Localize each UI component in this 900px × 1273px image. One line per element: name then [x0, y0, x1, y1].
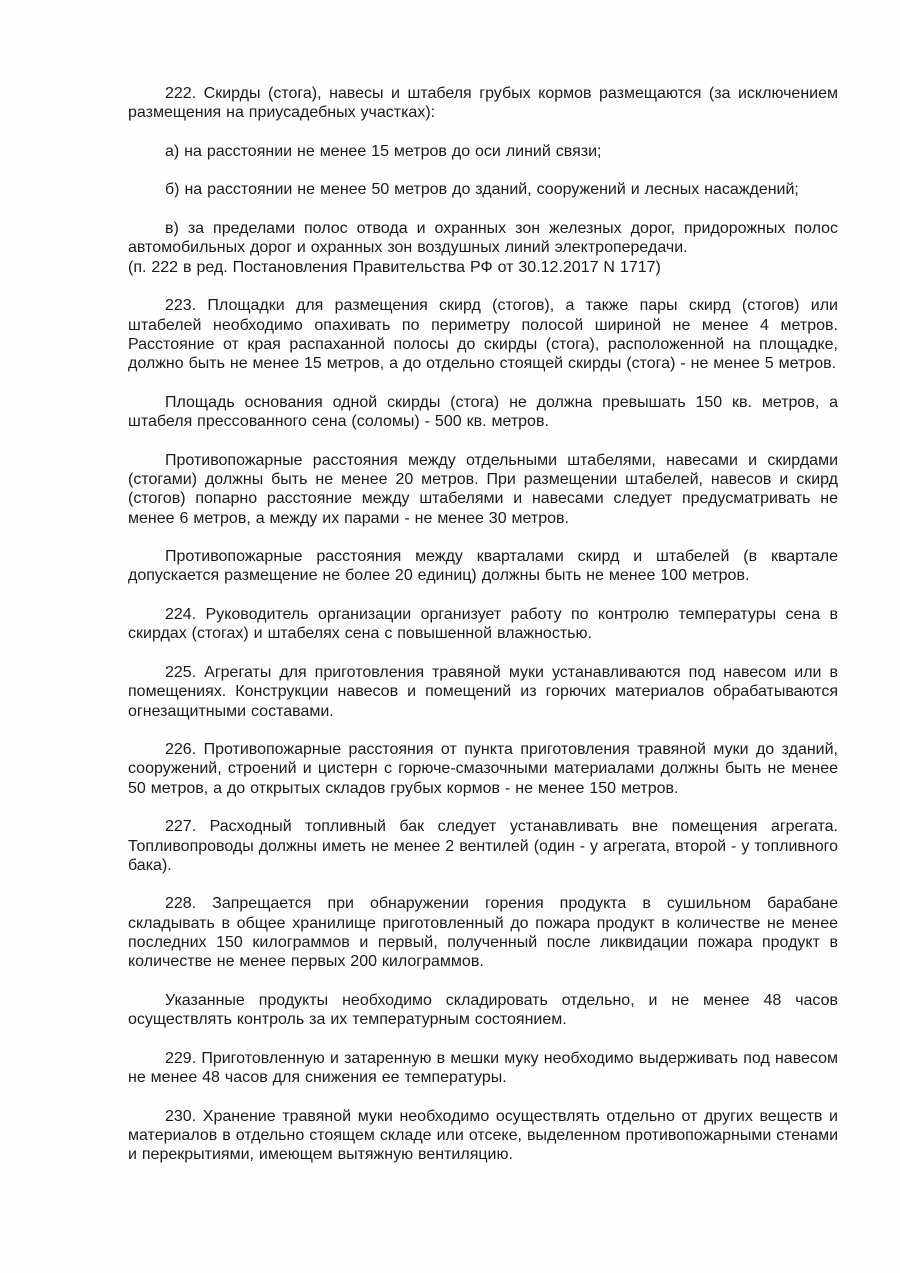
paragraph: 229. Приготовленную и затаренную в мешки муку необходимо выдерживать под навесом не менее 48 часов для снижения ее температуры.: [128, 1049, 838, 1087]
paragraph: 223. Площадки для размещения скирд (стогов), а также пары скирд (стогов) или штабелей необходимо опахивать по периметру полосой шириной не менее 4 метров. Расстояние от края распаханной полосы до скирды (стога), расположенной на площадке, должно быть не менее 15 метров, а до отдельно стоящей скирды (стога) - не менее 5 метров.: [128, 297, 838, 373]
paragraph: Площадь основания одной скирды (стога) не должна превышать 150 кв. метров, а штабеля прессованного сена (соломы) - 500 кв. метров.: [128, 393, 838, 431]
paragraph: Противопожарные расстояния между кварталами скирд и штабелей (в квартале допускается размещение не более 20 единиц) должны быть не менее 100 метров.: [128, 548, 838, 585]
paragraph: а) на расстоянии не менее 15 метров до оси линий связи;: [165, 142, 602, 160]
paragraph: (п. 222 в ред. Постановления Правительства РФ от 30.12.2017 N 1717): [128, 258, 661, 276]
paragraph: 222. Скирды (стога), навесы и штабеля грубых кормов размещаются (за исключением размещения на приусадебных участках):: [128, 85, 838, 122]
paragraph: 228. Запрещается при обнаружении горения продукта в сушильном барабане складывать в общее хранилище приготовленный до пожара продукт в количестве не менее последних 150 килограммов и первый, полученный после ликвидации пожара продукт в количестве не менее первых 200 килограммов.: [128, 895, 838, 971]
paragraph: б) на расстоянии не менее 50 метров до зданий, сооружений и лесных насаждений;: [165, 181, 799, 199]
paragraph: 227. Расходный топливный бак следует устанавливать вне помещения агрегата. Топливопроводы должны иметь не менее 2 вентилей (один - у агрегата, второй - у топливного бака).: [128, 818, 838, 874]
paragraph: Указанные продукты необходимо складировать отдельно, и не менее 48 часов осуществлять контроль за их температурным состоянием.: [128, 991, 838, 1029]
paragraph: 224. Руководитель организации организует работу по контролю температуры сена в скирдах (стогах) и штабелях сена с повышенной влажностью.: [128, 606, 838, 643]
paragraph: Противопожарные расстояния между отдельными штабелями, навесами и скирдами (стогами) должны быть не менее 20 метров. При размещении штабелей, навесов и скирд (стогов) попарно расстояние между штабелями и навесами следует предусматривать не менее 6 метров, а между их парами - не менее 30 метров.: [128, 451, 838, 527]
paragraph: в) за пределами полос отвода и охранных зон железных дорог, придорожных полос автомобильных дорог и охранных зон воздушных линий электропередачи.: [128, 220, 838, 257]
paragraph: 225. Агрегаты для приготовления травяной муки устанавливаются под навесом или в помещениях. Конструкции навесов и помещений из горючих материалов обрабатываются огнезащитными составами.: [128, 663, 838, 720]
paragraph: 226. Противопожарные расстояния от пункта приготовления травяной муки до зданий, сооружений, строений и цистерн с горюче-смазочными материалами должны быть не менее 50 метров, а до открытых складов грубых кормов - не менее 150 метров.: [128, 741, 838, 797]
paragraph: 230. Хранение травяной муки необходимо осуществлять отдельно от других веществ и материалов в отдельно стоящем складе или отсеке, выделенном противопожарными стенами и перекрытиями, имеющем вытяжную вентиляцию.: [128, 1107, 838, 1164]
